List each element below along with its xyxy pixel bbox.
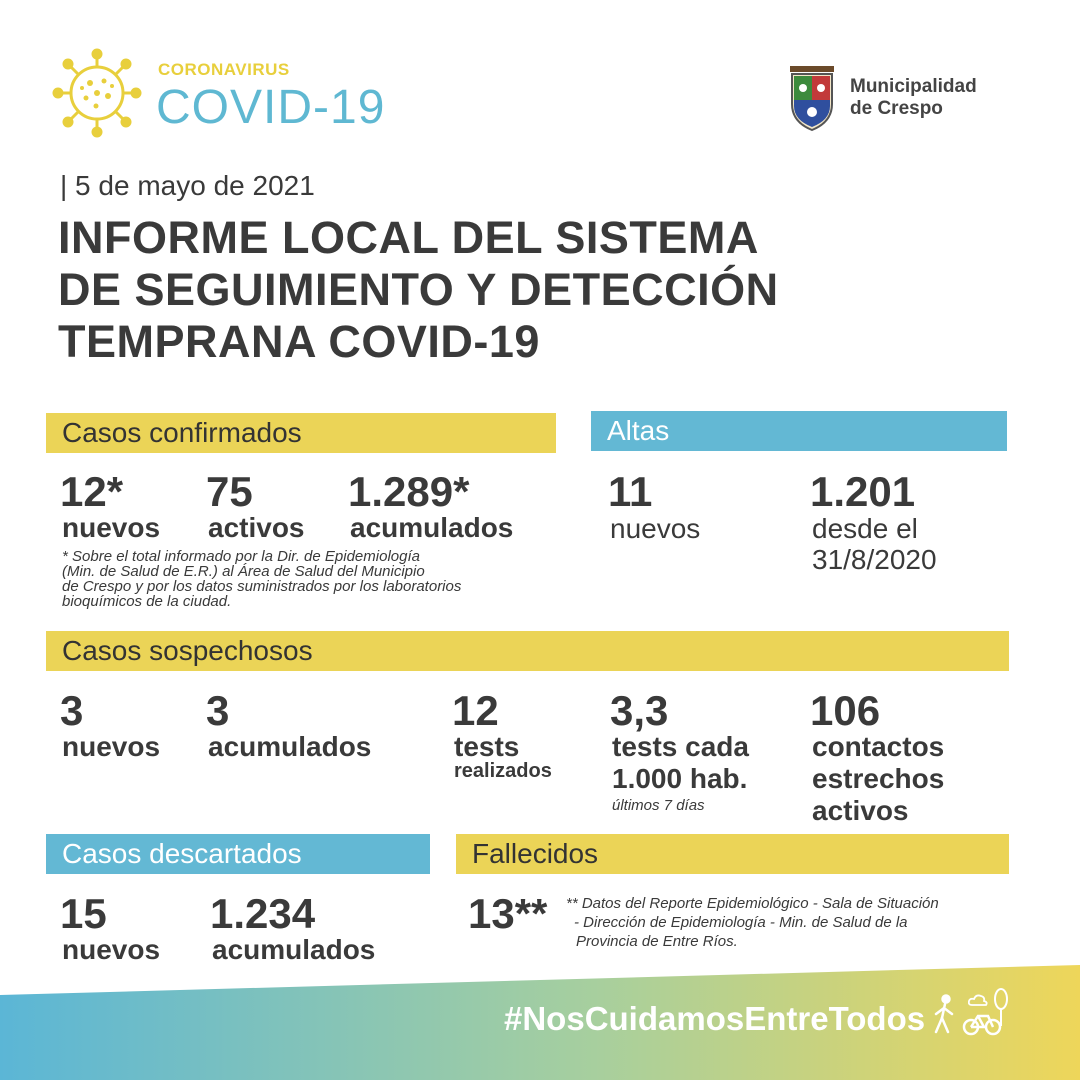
confirmados-nuevos-value: 12* <box>60 468 124 515</box>
fallecidos-value: 13** <box>468 890 548 937</box>
confirmados-acumulados-label: acumulados <box>350 512 514 543</box>
altas-total-value: 1.201 <box>810 468 916 515</box>
title-line-2: DE SEGUIMIENTO Y DETECCIÓN <box>58 264 779 315</box>
sospechosos-contactos-label-3: activos <box>812 795 909 826</box>
descartados-acumulados-value: 1.234 <box>210 890 316 937</box>
sospechosos-tests-label: tests <box>454 731 520 762</box>
fallecidos-header: Fallecidos <box>456 834 1009 874</box>
note-line: bioquímicos de la ciudad. <box>62 593 232 610</box>
sospechosos-acumulados-value: 3 <box>206 687 230 734</box>
crest-icon <box>784 64 840 134</box>
sospechosos-nuevos-value: 3 <box>60 687 84 734</box>
sospechosos-nuevos-label: nuevos <box>62 731 161 762</box>
tree-icon <box>992 988 1010 1028</box>
cloud-icon <box>968 994 988 1006</box>
note-line: (Min. de Salud de E.R.) al Área de Salud del Municipio <box>62 563 425 580</box>
altas-total-label-2: 31/8/2020 <box>812 544 937 575</box>
altas-nuevos-value: 11 <box>608 468 653 515</box>
descartados-nuevos-value: 15 <box>60 890 107 937</box>
municipality-line-1: Municipalidad <box>850 76 977 97</box>
confirmados-note <box>62 549 552 609</box>
confirmados-activos-label: activos <box>208 512 305 543</box>
confirmados-acumulados-value: 1.289* <box>348 468 470 515</box>
note-line: - Dirección de Epidemiología - Min. de Salud de la <box>574 914 908 931</box>
descartados-header: Casos descartados <box>46 834 430 874</box>
walking-person-icon <box>930 994 960 1036</box>
sospechosos-rate-value: 3,3 <box>610 687 669 734</box>
note-line: ** Datos del Reporte Epidemiológico - Sala de Situación <box>566 895 939 912</box>
municipality-name <box>850 76 1050 120</box>
sospechosos-tests-value: 12 <box>452 687 499 734</box>
note-line: * Sobre el total informado por la Dir. de Epidemiología <box>62 548 420 565</box>
sospechosos-rate-note: últimos 7 días <box>612 797 705 814</box>
sospechosos-header: Casos sospechosos <box>46 631 1009 671</box>
confirmados-nuevos-label: nuevos <box>62 512 161 543</box>
sospechosos-contactos-value: 106 <box>810 687 881 734</box>
note-line: de Crespo y por los datos suministrados por los laboratorios <box>62 578 462 595</box>
fallecidos-note <box>566 894 1016 951</box>
sospechosos-tests-sub: realizados <box>454 760 552 782</box>
altas-header: Altas <box>591 411 1007 451</box>
altas-total-label-1: desde el <box>812 513 918 544</box>
coronavirus-label: CORONAVIRUS <box>158 60 290 79</box>
altas-nuevos-label: nuevos <box>610 513 701 544</box>
sospechosos-rate-label-2: 1.000 hab. <box>612 763 748 794</box>
title-line-3: TEMPRANA COVID-19 <box>58 316 540 367</box>
title-line-1: INFORME LOCAL DEL SISTEMA <box>58 212 759 263</box>
hashtag: #NosCuidamosEntreTodos <box>504 1000 926 1037</box>
municipality-line-2: de Crespo <box>850 98 943 119</box>
sospechosos-rate-label-1: tests cada <box>612 731 749 762</box>
descartados-nuevos-label: nuevos <box>62 934 161 965</box>
note-line: Provincia de Entre Ríos. <box>576 933 738 950</box>
confirmados-activos-value: 75 <box>206 468 253 515</box>
report-date: | 5 de mayo de 2021 <box>60 170 315 201</box>
sospechosos-acumulados-label: acumulados <box>208 731 372 762</box>
confirmados-header: Casos confirmados <box>46 413 556 453</box>
covid-title: COVID-19 <box>156 81 386 134</box>
sospechosos-contactos-label-1: contactos <box>812 731 945 762</box>
descartados-acumulados-label: acumulados <box>212 934 376 965</box>
report-title <box>58 212 958 368</box>
sospechosos-contactos-label-2: estrechos <box>812 763 945 794</box>
virus-icon <box>52 48 142 138</box>
